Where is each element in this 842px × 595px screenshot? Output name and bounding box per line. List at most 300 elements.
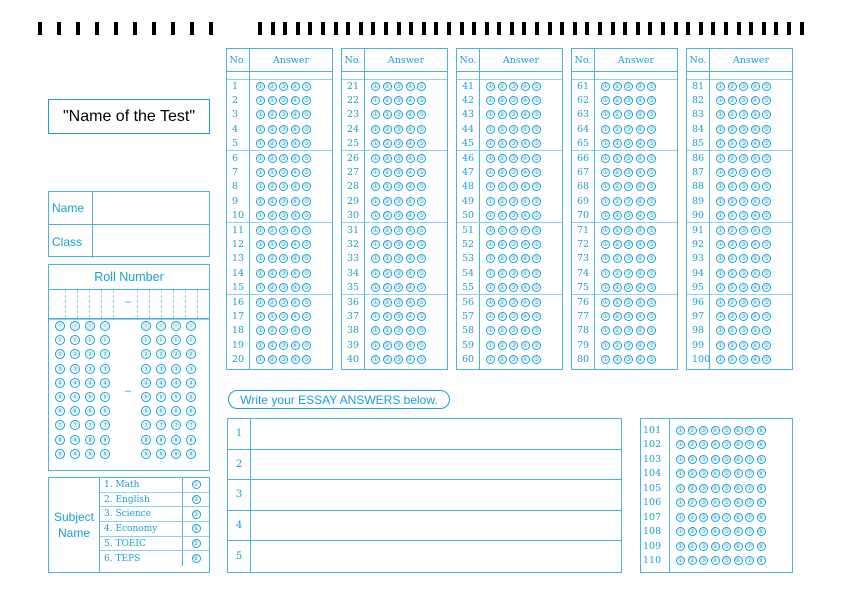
answer-bubble[interactable]: ① (677, 455, 684, 463)
answer-bubble[interactable]: ④ (637, 183, 643, 191)
answer-bubble[interactable]: ④ (522, 241, 528, 249)
roll-number-write-area[interactable] (49, 290, 209, 320)
answer-bubble[interactable]: ① (602, 313, 609, 321)
answer-bubble[interactable]: ④ (522, 269, 528, 277)
roll-digit-bubble[interactable]: ⑧ (171, 435, 181, 445)
roll-digit-bubble[interactable]: ⑨ (100, 449, 110, 459)
answer-bubble[interactable]: ② (614, 313, 620, 321)
answer-bubble[interactable]: ② (499, 356, 505, 364)
answer-bubble[interactable]: ① (602, 212, 609, 220)
roll-digit-bubble[interactable]: ② (100, 349, 110, 359)
answer-bubble[interactable]: ⑤ (533, 241, 540, 249)
subject-bubble[interactable]: ⑤ (193, 540, 199, 548)
answer-bubble[interactable]: ① (602, 341, 609, 349)
answer-bubble[interactable]: ② (384, 255, 390, 263)
answer-bubble[interactable]: ④ (407, 241, 413, 249)
answer-bubble[interactable]: ⑤ (303, 298, 310, 306)
answer-bubble[interactable]: ① (372, 341, 379, 349)
roll-digit-bubble[interactable]: ⑧ (100, 435, 110, 445)
answer-bubble[interactable]: ① (487, 169, 494, 177)
answer-bubble[interactable]: ⑤ (418, 298, 425, 306)
answer-bubble[interactable]: ④ (637, 97, 643, 105)
answer-bubble[interactable]: ③ (625, 140, 632, 148)
answer-bubble[interactable]: ③ (740, 255, 747, 263)
answer-bubble[interactable]: ③ (700, 470, 707, 478)
roll-digit-bubble[interactable]: ⑤ (186, 392, 196, 402)
answer-bubble[interactable]: ③ (395, 183, 402, 191)
answer-bubble[interactable]: ④ (292, 298, 298, 306)
answer-bubble[interactable]: ① (677, 484, 684, 492)
subject-bubble[interactable]: ② (193, 496, 199, 504)
answer-bubble[interactable]: ⑤ (303, 140, 310, 148)
roll-digit-bubble[interactable]: ⑤ (55, 392, 65, 402)
answer-bubble[interactable]: ③ (510, 269, 517, 277)
answer-bubble[interactable]: ⑤ (648, 226, 655, 234)
answer-bubble[interactable]: ① (677, 441, 684, 449)
answer-bubble[interactable]: ④ (637, 341, 643, 349)
answer-bubble[interactable]: ⑤ (648, 154, 655, 162)
roll-digit-bubble[interactable]: ⑤ (171, 392, 181, 402)
answer-bubble[interactable]: ① (717, 226, 724, 234)
answer-bubble[interactable]: ④ (407, 140, 413, 148)
answer-bubble[interactable]: ③ (395, 356, 402, 364)
roll-digit-bubble[interactable]: ② (70, 349, 80, 359)
answer-bubble[interactable]: ③ (740, 169, 747, 177)
answer-bubble[interactable]: ④ (752, 269, 758, 277)
answer-bubble[interactable]: ② (729, 140, 735, 148)
answer-bubble[interactable]: ⑤ (418, 197, 425, 205)
subject-bubble[interactable]: ③ (193, 510, 199, 518)
answer-bubble[interactable]: ⑤ (533, 341, 540, 349)
answer-bubble[interactable]: ② (499, 169, 505, 177)
answer-bubble[interactable]: ② (614, 197, 620, 205)
answer-bubble[interactable]: ② (499, 226, 505, 234)
answer-bubble[interactable]: ⑤ (533, 197, 540, 205)
answer-bubble[interactable]: ⑦ (746, 542, 753, 550)
answer-bubble[interactable]: ① (717, 169, 724, 177)
answer-bubble[interactable]: ③ (280, 298, 287, 306)
answer-bubble[interactable]: ② (499, 125, 505, 133)
answer-bubble[interactable]: ④ (292, 269, 298, 277)
answer-bubble[interactable]: ① (677, 499, 684, 507)
answer-bubble[interactable]: ③ (625, 197, 632, 205)
answer-bubble[interactable]: ③ (700, 513, 707, 521)
answer-bubble[interactable]: ② (499, 313, 505, 321)
answer-bubble[interactable]: ⑤ (533, 269, 540, 277)
answer-bubble[interactable]: ③ (510, 341, 517, 349)
answer-bubble[interactable]: ⑤ (763, 313, 770, 321)
roll-digit-bubble[interactable]: ④ (156, 378, 166, 388)
roll-digit-bubble[interactable]: ④ (55, 378, 65, 388)
answer-bubble[interactable]: ② (614, 82, 620, 90)
answer-bubble[interactable]: ③ (510, 284, 517, 292)
answer-bubble[interactable]: ③ (280, 284, 287, 292)
roll-digit-bubble[interactable]: ⓪ (172, 322, 180, 330)
roll-digit-bubble[interactable]: ③ (186, 364, 196, 374)
answer-bubble[interactable]: ② (269, 82, 275, 90)
answer-bubble[interactable]: ⑤ (303, 269, 310, 277)
answer-bubble[interactable]: ① (717, 298, 724, 306)
answer-bubble[interactable]: ③ (280, 111, 287, 119)
answer-bubble[interactable]: ⑤ (533, 125, 540, 133)
answer-bubble[interactable]: ③ (625, 212, 632, 220)
answer-bubble[interactable]: ③ (700, 455, 707, 463)
answer-bubble[interactable]: ⑤ (763, 356, 770, 364)
answer-bubble[interactable]: ④ (522, 226, 528, 234)
answer-bubble[interactable]: ① (677, 557, 684, 565)
answer-bubble[interactable]: ① (372, 226, 379, 234)
answer-bubble[interactable]: ⑤ (418, 212, 425, 220)
answer-bubble[interactable]: ④ (752, 197, 758, 205)
answer-bubble[interactable]: ③ (280, 241, 287, 249)
answer-bubble[interactable]: ④ (752, 154, 758, 162)
answer-bubble[interactable]: ⑤ (418, 226, 425, 234)
answer-bubble[interactable]: ④ (407, 169, 413, 177)
answer-bubble[interactable]: ④ (292, 226, 298, 234)
answer-bubble[interactable]: ② (689, 542, 695, 550)
answer-bubble[interactable]: ① (487, 269, 494, 277)
answer-bubble[interactable]: ⑤ (763, 111, 770, 119)
answer-bubble[interactable]: ⑤ (418, 125, 425, 133)
answer-bubble[interactable]: ③ (740, 212, 747, 220)
answer-bubble[interactable]: ④ (637, 241, 643, 249)
answer-bubble[interactable]: ④ (637, 154, 643, 162)
answer-bubble[interactable]: ⑤ (763, 154, 770, 162)
answer-bubble[interactable]: ③ (395, 111, 402, 119)
answer-bubble[interactable]: ① (717, 140, 724, 148)
answer-bubble[interactable]: ① (372, 183, 379, 191)
answer-bubble[interactable]: ④ (637, 212, 643, 220)
answer-bubble[interactable]: ② (729, 255, 735, 263)
answer-bubble[interactable]: ⑤ (723, 513, 730, 521)
roll-digit-bubble[interactable]: ② (55, 349, 65, 359)
answer-bubble[interactable]: ④ (752, 255, 758, 263)
answer-bubble[interactable]: ② (384, 183, 390, 191)
answer-bubble[interactable]: ② (499, 197, 505, 205)
answer-bubble[interactable]: ③ (395, 313, 402, 321)
answer-bubble[interactable]: ③ (625, 327, 632, 335)
answer-bubble[interactable]: ④ (407, 183, 413, 191)
answer-bubble[interactable]: ③ (395, 154, 402, 162)
answer-bubble[interactable]: ② (614, 111, 620, 119)
answer-bubble[interactable]: ⑥ (735, 557, 741, 565)
answer-bubble[interactable]: ④ (637, 269, 643, 277)
answer-bubble[interactable]: ② (614, 169, 620, 177)
answer-bubble[interactable]: ⑤ (723, 499, 730, 507)
answer-bubble[interactable]: ⑤ (723, 484, 730, 492)
answer-bubble[interactable]: ④ (292, 111, 298, 119)
answer-bubble[interactable]: ④ (637, 298, 643, 306)
answer-bubble[interactable]: ① (602, 82, 609, 90)
answer-bubble[interactable]: ② (689, 470, 695, 478)
subject-bubble[interactable]: ① (193, 481, 199, 489)
answer-bubble[interactable]: ⑤ (533, 111, 540, 119)
answer-bubble[interactable]: ③ (280, 97, 287, 105)
roll-digit-bubble[interactable]: ⑧ (186, 435, 196, 445)
answer-bubble[interactable]: ⑤ (648, 269, 655, 277)
answer-bubble[interactable]: ③ (740, 341, 747, 349)
answer-bubble[interactable]: ① (602, 97, 609, 105)
answer-bubble[interactable]: ⑤ (763, 197, 770, 205)
answer-bubble[interactable]: ② (614, 154, 620, 162)
answer-bubble[interactable]: ① (717, 212, 724, 220)
answer-bubble[interactable]: ② (384, 154, 390, 162)
answer-bubble[interactable]: ⑤ (533, 356, 540, 364)
answer-bubble[interactable]: ⑤ (648, 197, 655, 205)
answer-bubble[interactable]: ② (499, 97, 505, 105)
answer-bubble[interactable]: ⑤ (303, 197, 310, 205)
answer-bubble[interactable]: ④ (522, 327, 528, 335)
answer-bubble[interactable]: ② (614, 183, 620, 191)
answer-bubble[interactable]: ⑤ (763, 284, 770, 292)
answer-bubble[interactable]: ③ (700, 499, 707, 507)
answer-bubble[interactable]: ⑤ (648, 255, 655, 263)
answer-bubble[interactable]: ③ (510, 212, 517, 220)
answer-bubble[interactable]: ③ (395, 341, 402, 349)
answer-bubble[interactable]: ⑤ (533, 183, 540, 191)
answer-bubble[interactable]: ③ (740, 356, 747, 364)
answer-bubble[interactable]: ③ (740, 313, 747, 321)
answer-bubble[interactable]: ⑤ (533, 212, 540, 220)
answer-bubble[interactable]: ④ (407, 125, 413, 133)
answer-bubble[interactable]: ② (384, 341, 390, 349)
roll-digit-bubble[interactable]: ④ (186, 378, 196, 388)
answer-bubble[interactable]: ① (372, 255, 379, 263)
answer-bubble[interactable]: ⑤ (533, 154, 540, 162)
answer-bubble[interactable]: ① (677, 470, 684, 478)
answer-bubble[interactable]: ② (269, 327, 275, 335)
answer-bubble[interactable]: ④ (712, 528, 718, 536)
answer-bubble[interactable]: ② (499, 269, 505, 277)
answer-bubble[interactable]: ⑤ (648, 313, 655, 321)
answer-bubble[interactable]: ① (257, 226, 264, 234)
answer-bubble[interactable]: ⑤ (418, 241, 425, 249)
roll-digit-bubble[interactable]: ③ (171, 364, 181, 374)
answer-bubble[interactable]: ⑤ (418, 154, 425, 162)
answer-bubble[interactable]: ③ (625, 82, 632, 90)
answer-bubble[interactable]: ④ (637, 284, 643, 292)
roll-digit-bubble[interactable]: ⑤ (156, 392, 166, 402)
answer-bubble[interactable]: ④ (292, 82, 298, 90)
answer-bubble[interactable]: ⑤ (763, 341, 770, 349)
answer-bubble[interactable]: ④ (522, 183, 528, 191)
roll-digit-bubble[interactable]: ⑦ (171, 420, 181, 430)
answer-bubble[interactable]: ① (257, 197, 264, 205)
answer-bubble[interactable]: ⑤ (533, 327, 540, 335)
answer-bubble[interactable]: ② (614, 125, 620, 133)
answer-bubble[interactable]: ⑧ (758, 455, 764, 463)
answer-bubble[interactable]: ⑦ (746, 528, 753, 536)
answer-bubble[interactable]: ④ (752, 111, 758, 119)
roll-digit-bubble[interactable]: ⑥ (70, 406, 80, 416)
answer-bubble[interactable]: ④ (522, 97, 528, 105)
answer-bubble[interactable]: ⑤ (763, 183, 770, 191)
roll-digit-bubble[interactable]: ③ (55, 364, 65, 374)
answer-bubble[interactable]: ④ (522, 140, 528, 148)
answer-bubble[interactable]: ③ (280, 197, 287, 205)
answer-bubble[interactable]: ① (602, 284, 609, 292)
answer-bubble[interactable]: ⑤ (648, 327, 655, 335)
answer-bubble[interactable]: ③ (280, 226, 287, 234)
answer-bubble[interactable]: ② (269, 284, 275, 292)
answer-bubble[interactable]: ① (602, 226, 609, 234)
answer-bubble[interactable]: ① (487, 356, 494, 364)
answer-bubble[interactable]: ⑤ (418, 183, 425, 191)
answer-bubble[interactable]: ④ (712, 499, 718, 507)
answer-bubble[interactable]: ⑥ (735, 499, 741, 507)
answer-bubble[interactable]: ① (372, 212, 379, 220)
answer-bubble[interactable]: ② (499, 111, 505, 119)
answer-bubble[interactable]: ③ (510, 298, 517, 306)
answer-bubble[interactable]: ⑤ (418, 356, 425, 364)
answer-bubble[interactable]: ③ (395, 255, 402, 263)
answer-bubble[interactable]: ④ (407, 212, 413, 220)
roll-digit-bubble[interactable]: ⑨ (156, 449, 166, 459)
answer-bubble[interactable]: ⑤ (533, 313, 540, 321)
roll-digit-bubble[interactable]: ⓪ (142, 322, 150, 330)
answer-bubble[interactable]: ② (614, 140, 620, 148)
answer-bubble[interactable]: ① (257, 255, 264, 263)
answer-bubble[interactable]: ⑤ (763, 269, 770, 277)
answer-bubble[interactable]: ② (499, 154, 505, 162)
roll-digit-bubble[interactable]: ⑦ (70, 420, 80, 430)
answer-bubble[interactable]: ④ (637, 169, 643, 177)
answer-bubble[interactable]: ④ (292, 183, 298, 191)
answer-bubble[interactable]: ③ (280, 255, 287, 263)
roll-digit-bubble[interactable]: ① (70, 335, 80, 345)
subject-bubble[interactable]: ⑥ (193, 555, 199, 563)
answer-bubble[interactable]: ③ (625, 97, 632, 105)
answer-bubble[interactable]: ① (257, 327, 264, 335)
answer-bubble[interactable]: ② (729, 284, 735, 292)
roll-digit-bubble[interactable]: ⓪ (71, 322, 79, 330)
answer-bubble[interactable]: ⑤ (418, 169, 425, 177)
answer-bubble[interactable]: ⑤ (418, 313, 425, 321)
answer-bubble[interactable]: ① (487, 327, 494, 335)
answer-bubble[interactable]: ③ (740, 140, 747, 148)
answer-bubble[interactable]: ② (499, 298, 505, 306)
answer-bubble[interactable]: ③ (740, 226, 747, 234)
answer-bubble[interactable]: ② (689, 557, 695, 565)
answer-bubble[interactable]: ① (677, 513, 684, 521)
answer-bubble[interactable]: ④ (407, 356, 413, 364)
answer-bubble[interactable]: ④ (292, 97, 298, 105)
answer-bubble[interactable]: ③ (510, 111, 517, 119)
answer-bubble[interactable]: ① (487, 241, 494, 249)
answer-bubble[interactable]: ① (717, 111, 724, 119)
answer-bubble[interactable]: ① (717, 255, 724, 263)
answer-bubble[interactable]: ③ (280, 327, 287, 335)
answer-bubble[interactable]: ② (384, 212, 390, 220)
answer-bubble[interactable]: ⑥ (735, 426, 741, 434)
roll-digit-bubble[interactable]: ⑥ (186, 406, 196, 416)
answer-bubble[interactable]: ① (602, 125, 609, 133)
answer-bubble[interactable]: ③ (700, 441, 707, 449)
answer-bubble[interactable]: ⑤ (303, 284, 310, 292)
roll-digit-bubble[interactable]: ④ (85, 378, 95, 388)
answer-bubble[interactable]: ② (384, 197, 390, 205)
answer-bubble[interactable]: ④ (712, 557, 718, 565)
answer-bubble[interactable]: ④ (292, 212, 298, 220)
answer-bubble[interactable]: ① (257, 313, 264, 321)
answer-bubble[interactable]: ⑤ (763, 212, 770, 220)
answer-bubble[interactable]: ③ (395, 125, 402, 133)
answer-bubble[interactable]: ⑧ (758, 499, 764, 507)
answer-bubble[interactable]: ② (729, 183, 735, 191)
answer-bubble[interactable]: ③ (395, 140, 402, 148)
answer-bubble[interactable]: ② (614, 269, 620, 277)
roll-digit-bubble[interactable]: ⓪ (157, 322, 165, 330)
answer-bubble[interactable]: ② (729, 82, 735, 90)
essay-answer-field[interactable] (251, 480, 621, 510)
answer-bubble[interactable]: ⑤ (418, 327, 425, 335)
roll-digit-bubble[interactable]: ⑦ (141, 420, 151, 430)
answer-bubble[interactable]: ⑥ (735, 441, 741, 449)
answer-bubble[interactable]: ⑤ (723, 441, 730, 449)
answer-bubble[interactable]: ③ (280, 82, 287, 90)
answer-bubble[interactable]: ③ (625, 255, 632, 263)
answer-bubble[interactable]: ④ (407, 226, 413, 234)
answer-bubble[interactable]: ③ (700, 542, 707, 550)
answer-bubble[interactable]: ⑤ (303, 327, 310, 335)
answer-bubble[interactable]: ④ (637, 197, 643, 205)
answer-bubble[interactable]: ③ (700, 484, 707, 492)
roll-digit-bubble[interactable]: ⓪ (56, 322, 64, 330)
answer-bubble[interactable]: ② (269, 169, 275, 177)
answer-bubble[interactable]: ① (602, 154, 609, 162)
answer-bubble[interactable]: ① (602, 169, 609, 177)
roll-digit-bubble[interactable]: ① (171, 335, 181, 345)
answer-bubble[interactable]: ② (614, 327, 620, 335)
roll-digit-bubble[interactable]: ⑥ (141, 406, 151, 416)
roll-digit-bubble[interactable]: ⑤ (100, 392, 110, 402)
answer-bubble[interactable]: ① (602, 197, 609, 205)
answer-bubble[interactable]: ⑤ (723, 542, 730, 550)
answer-bubble[interactable]: ① (487, 284, 494, 292)
roll-digit-bubble[interactable]: ③ (156, 364, 166, 374)
answer-bubble[interactable]: ④ (637, 327, 643, 335)
answer-bubble[interactable]: ④ (407, 255, 413, 263)
roll-digit-bubble[interactable]: ① (55, 335, 65, 345)
answer-bubble[interactable]: ⑤ (648, 183, 655, 191)
answer-bubble[interactable]: ③ (510, 197, 517, 205)
answer-bubble[interactable]: ④ (712, 484, 718, 492)
answer-bubble[interactable]: ② (614, 341, 620, 349)
answer-bubble[interactable]: ⑦ (746, 499, 753, 507)
answer-bubble[interactable]: ⑤ (763, 125, 770, 133)
answer-bubble[interactable]: ④ (637, 226, 643, 234)
answer-bubble[interactable]: ⑤ (648, 140, 655, 148)
answer-bubble[interactable]: ⑤ (303, 341, 310, 349)
answer-bubble[interactable]: ⑤ (303, 111, 310, 119)
answer-bubble[interactable]: ④ (637, 313, 643, 321)
answer-bubble[interactable]: ② (499, 212, 505, 220)
answer-bubble[interactable]: ② (729, 327, 735, 335)
roll-digit-bubble[interactable]: ② (171, 349, 181, 359)
answer-bubble[interactable]: ③ (510, 327, 517, 335)
answer-bubble[interactable]: ③ (740, 154, 747, 162)
answer-bubble[interactable]: ④ (407, 269, 413, 277)
answer-bubble[interactable]: ① (717, 284, 724, 292)
roll-digit-bubble[interactable]: ⑧ (70, 435, 80, 445)
answer-bubble[interactable]: ② (269, 341, 275, 349)
answer-bubble[interactable]: ④ (292, 356, 298, 364)
answer-bubble[interactable]: ④ (292, 140, 298, 148)
answer-bubble[interactable]: ② (384, 313, 390, 321)
answer-bubble[interactable]: ③ (740, 327, 747, 335)
answer-bubble[interactable]: ⑥ (735, 470, 741, 478)
answer-bubble[interactable]: ⑤ (533, 284, 540, 292)
